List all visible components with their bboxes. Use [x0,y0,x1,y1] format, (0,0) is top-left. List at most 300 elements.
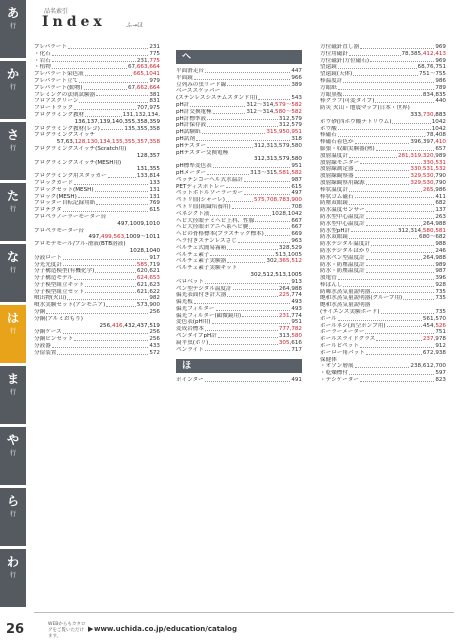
section-heading: ほ [176,359,302,373]
leader-dots [338,68,417,69]
leader-dots [387,326,422,327]
index-entry-pages: 246 [435,247,446,254]
index-entry-name: 放電管 [320,275,337,282]
leader-dots [207,126,278,127]
leader-dots [74,279,136,280]
index-column-3 [320,44,446,384]
kana-tab-label: ら [6,494,19,508]
index-entry-name: 平面滑走台 [176,68,204,74]
kana-tab-label: さ [6,128,19,142]
index-entry-name: pH計保存液 [176,122,207,129]
kana-tab-2[interactable] [0,122,26,181]
index-entry-pages-cont: 136,137,139,140,355,358,359 [74,118,160,125]
index-entry-name: 分子構造モデル [34,275,73,282]
leader-dots [205,350,291,351]
index-entry [320,343,446,350]
index-entry-pages: 543 [291,95,302,102]
leader-dots [360,381,434,382]
index-entry-pages: 137 [435,207,446,214]
leader-dots [338,279,435,280]
kana-tab-0[interactable] [0,0,26,59]
index-entry-pages: 312,314,580,581 [397,227,446,234]
index-entry-name: 変色表(pH用) [176,319,211,326]
index-entry-pages: 396 [435,275,446,282]
leader-dots [365,333,434,334]
index-entry [320,357,446,364]
index-entry-name: 変成岩標本 [176,326,204,333]
leader-dots [52,68,127,69]
footer-note: WEBからもカタログをご覧いただけます。 [48,622,86,639]
index-entry-name: ヘラ付きステンレスさじ [176,237,237,244]
leader-dots [355,177,410,178]
index-entry [34,228,160,235]
index-entry [320,200,446,207]
index-entry [176,292,302,299]
header-small-label: 品名索引 [44,8,69,15]
index-entry [34,302,160,309]
leader-dots [376,150,435,151]
index-entry-pages: 329,530,790 [410,173,446,180]
leader-dots [96,204,148,205]
highlighted-page: 412,413 [422,50,446,57]
index-entry-name: ヘビ大径眼ナミヘビ上科、性腺 [176,217,255,224]
index-entry [34,126,160,133]
highlighted-page: 265 [422,186,434,193]
index-entry [176,340,302,347]
leader-dots [249,228,290,229]
index-entry [176,377,302,384]
index-entry-name: 望遠鏡(天体) [320,71,353,78]
leader-dots [343,82,434,83]
index-entry-name: ペンタイプpH計 [176,333,217,340]
index-entry-pages: 1028,1042 [271,210,302,217]
index-entry [34,98,160,105]
index-entry-name: 棒磁石 [320,132,337,139]
index-entry-pages: 620,621 [136,268,160,275]
index-entry-name: 分液ロート [34,254,62,261]
index-entry [176,177,302,184]
highlighted-page: 330,531,532 [410,166,446,173]
highlighted-page: 305 [278,339,290,346]
kana-tab-3[interactable] [0,183,26,242]
index-entry-name: 防水型pH計 [320,227,351,234]
leader-dots [202,133,266,134]
index-entry-name: pH計交換電極 [176,108,212,115]
index-entry [34,85,160,92]
index-entry-name: プレパラート立て [34,77,79,84]
index-entry-pages: 231,774 [278,312,302,319]
index-entry [320,309,446,316]
index-entry [176,319,302,326]
index-entry [320,98,446,105]
leader-dots [63,333,149,334]
index-entry-pages: 381 [149,91,160,98]
index-entry [176,109,302,116]
index-entry [176,286,302,293]
index-entry [176,306,302,313]
index-entry-name: 分銅ケース [34,329,62,336]
index-entry [320,336,446,343]
kana-tab-label: や [6,433,19,447]
kana-tab-5[interactable] [0,305,26,364]
leader-dots [227,249,278,250]
index-entry [34,64,160,71]
index-entry-name: (ステンレスシステムスタンド用) [176,95,258,102]
highlighted-page: 775 [149,57,160,64]
index-entry-name: 棒状温度計 [320,186,348,193]
index-entry [176,279,302,286]
index-entry [176,150,302,157]
highlighted-page: 624,653 [136,275,160,282]
index-entry-pages: 264,988 [422,254,446,261]
index-entry-name: 防水型中心温度計 [320,220,365,227]
kana-tab-label: な [6,250,19,264]
kana-tab-gyo: 行 [9,267,16,274]
index-entry-pages-cont: 57,63,128,130,134,135,355,357,358 [56,139,160,146]
index-entry-pages [266,129,302,136]
leader-dots [349,204,434,205]
index-entry-name: 棒状ゴム磁石 [320,193,354,200]
leader-dots [338,89,435,90]
leader-dots [381,313,435,314]
leader-dots [57,354,148,355]
index-entry [34,44,160,51]
index-entry-name: 分銅ピンセット [34,336,74,343]
leader-dots [366,211,435,212]
index-entry-name: (サイエンス実験ボード) [320,309,380,316]
index-entry-name: フロアスクリーン [34,98,79,105]
index-entry-pages: 751〜755 [419,71,446,78]
leader-dots [210,255,274,256]
leader-dots [205,72,290,73]
index-entry-name: 分光光度計 [34,261,62,268]
index-entry-name: 分液器 [34,343,51,350]
index-entry-pages: 237,978 [422,336,446,343]
index-entry-name: ペッテンコーヘル式水温計 [176,176,243,183]
index-entry-pages: 313,580 [278,333,302,340]
leader-dots [227,85,290,86]
index-entry-pages: 1042 [431,125,446,132]
index-entry-pages: 78,408 [426,132,446,139]
leader-dots [210,215,270,216]
kana-tab-6[interactable] [0,366,26,425]
index-entry-pages: 573,900 [136,302,160,309]
index-entry-name: ヘビの骨格標本(プラスチック標本) [176,231,264,238]
kana-tab-gyo: 行 [9,572,16,579]
leader-dots [392,123,430,124]
leader-dots [355,197,435,198]
index-entry [176,170,302,177]
index-entry-pages: 265,986 [422,186,446,193]
highlighted-page: 526 [435,322,446,329]
leader-dots [355,170,410,171]
index-entry-pages: 615 [291,183,302,190]
index-entry [320,71,446,78]
leader-dots [207,147,253,148]
index-entry-pages: 312,313,579,580 [253,142,302,149]
leader-dots [244,194,290,195]
leader-dots [190,106,245,107]
index-entry-name: 方位用磁針 [320,50,348,57]
highlighted-page: 663,664 [136,64,160,71]
index-entry-name: 防水・防塵温度計 [320,261,365,268]
index-entry-pages: 491 [291,377,302,384]
leader-dots [79,102,148,103]
leader-dots [371,245,434,246]
index-entry-name: pHメーター [176,169,207,176]
leader-dots [371,252,434,253]
leader-dots [196,140,290,141]
index-entry-pages: 597 [435,370,446,377]
index-entry [320,92,446,99]
index-entry-name: 放射線モニター [320,159,360,166]
index-entry [320,187,446,194]
index-entry [34,255,160,262]
index-entry-pages: 411 [435,193,446,200]
index-entry [34,336,160,343]
index-entry-pages-cont: 497,1009,1010 [117,220,160,227]
index-entry [176,129,302,136]
index-entry-pages: 312〜314,579〜582 [246,101,302,108]
index-entry [320,58,446,65]
kana-tab-gyo: 行 [9,450,16,457]
index-entry [320,262,446,269]
leader-dots [218,337,278,338]
index-entry-name: ベルチェ素子 [176,251,210,258]
index-entry-pages-cont: 312,313,579,580 [253,156,302,163]
leader-dots [84,89,127,90]
leader-dots [213,113,246,114]
leader-dots [343,286,434,287]
index-entry [176,299,302,306]
index-entry [320,146,446,153]
highlighted-page: 225 [278,292,290,299]
index-entry-pages: 615 [149,207,160,214]
index-entry-pages: 131,132,134, [122,111,160,118]
index-entry-pages: 735 [435,295,446,302]
index-entry-name: ペン型デジタル温度計 [176,285,232,292]
index-entry [176,136,302,143]
index-column-1 [34,44,160,357]
index-entry-pages: 329,530,790 [410,179,446,186]
index-entry [34,71,160,78]
index-entry-name: ボール [320,315,337,322]
index-entry-name: 飽和水蒸気量説明器(グループ用) [320,295,403,302]
index-entry-name: プロテクタ [34,207,62,214]
index-entry [320,268,446,275]
index-entry [34,207,160,214]
index-entry [320,153,446,160]
index-entry [34,289,160,296]
leader-dots [265,235,290,236]
index-entry-pages: 131 [149,193,160,200]
index-entry-pages: 67,663,664 [127,64,160,71]
leader-dots [360,163,422,164]
index-entry [176,252,302,259]
index-entry-pages: 988 [435,241,446,248]
index-entry [176,197,302,204]
index-entry [34,160,160,167]
index-entry-pages: 982 [149,295,160,302]
index-entry [320,51,446,58]
kana-tab-9[interactable] [0,549,26,608]
index-entry-pages: 305,616 [278,339,302,346]
index-entry-pages: 133,814 [136,173,160,180]
index-entry-pages: 963 [291,237,302,244]
index-entry-name: ボールネジ(真空ポンプ用) [320,322,386,329]
index-entry [320,323,446,330]
kana-tab-label: た [6,189,19,203]
index-entry-pages: 572 [149,349,160,356]
index-entry-name: 方位磁針(方位磁石) [320,57,370,64]
index-entry-name: フロートラック [34,105,74,112]
leader-dots [205,381,291,382]
index-entry-pages: 493 [291,299,302,306]
index-entry-name: ペットボトルソーラーカー [176,190,244,197]
highlighted-page: 579〜582 [275,101,302,108]
highlighted-page: 410 [435,139,446,146]
index-entry-name: ベルチェ素子実験器 [176,258,227,265]
highlighted-page: 365,512 [278,258,302,265]
index-entry-pages: 682 [435,200,446,207]
index-entry-name: 分子模型組立セット [34,288,85,295]
leader-dots [258,99,290,100]
index-entry [320,85,446,92]
index-entry-name: ・デシケーター [320,377,359,384]
section-heading: へ [176,50,302,64]
index-entry [34,173,160,180]
leader-dots [366,184,410,185]
index-entry [34,180,160,187]
footer-divider [34,612,454,613]
index-entry-pages-cont: 256,416,432,437,519 [99,322,160,329]
index-entry-name: 望遠鏡 [320,64,337,71]
index-entry-pages: 831 [149,98,160,105]
index-entry [320,132,446,139]
highlighted-page: 575,708,783,900 [253,197,302,204]
kana-tab-label: か [6,67,19,81]
leader-dots [338,320,422,321]
leader-dots [349,157,397,158]
index-entry-name: プログラミングスイッチ(MESH用) [34,159,122,166]
kana-tab-4[interactable] [0,244,26,303]
index-entry-name: 偏光板 [176,299,193,306]
index-entry-name: プログラミングスイッチ(Scratch用) [34,145,127,152]
index-entry-name: ヘビ大径眼ポアニヘ系ヘビ腱 [176,224,249,231]
index-entry-pages: 281,319,320,989 [397,152,446,159]
index-entry-pages: 493 [291,305,302,312]
kana-tab-label: ま [6,372,19,386]
leader-dots [106,306,136,307]
highlighted-page: 330,531 [422,159,446,166]
leader-dots [207,119,278,120]
index-entry-pages: 396,397,410 [410,139,446,146]
leader-dots [95,272,136,273]
catalog-url-link[interactable]: www.uchida.co.jp/education/catalog [94,625,237,633]
index-entry [34,51,160,58]
index-entry-pages: 264,988 [422,220,446,227]
index-entry-name: ペトリ皿(組織培養用) [176,203,231,210]
leader-dots [78,197,149,198]
leader-dots [226,201,253,202]
leader-dots [403,299,434,300]
index-entry-pages: 928 [435,281,446,288]
index-entry-pages-cont: 1028,1040 [129,247,160,254]
leader-dots [226,187,290,188]
index-entry-name: ブロックカード [34,179,74,186]
highlighted-page: 499,563 [101,234,125,241]
leader-dots [216,310,291,311]
index-entry-pages: 823 [435,377,446,384]
index-entry-name: ペンライト [176,346,204,353]
index-entry [320,119,446,126]
index-entry-name: プレパラート染色液 [34,71,84,78]
leader-dots [366,265,435,266]
index-entry [34,350,160,357]
index-entry [34,105,160,112]
leader-dots [349,374,434,375]
leader-dots [52,55,149,56]
kana-tab-8[interactable] [0,488,26,547]
leader-dots [375,102,434,103]
index-entry-pages: 328,529 [278,244,302,251]
index-entry [320,160,446,167]
index-entry [320,126,446,133]
index-entry [176,238,302,245]
index-entry-name: pHテスター [176,142,206,149]
highlighted-page: 580〜582 [275,108,302,115]
index-entry [320,241,446,248]
index-entry-name: 偏光フィルター(顕微鏡用) [176,312,242,319]
index-entry-pages: 707,975 [136,105,160,112]
highlighted-page: 777,782 [278,326,302,333]
leader-dots [353,75,418,76]
leader-dots [95,191,149,192]
index-entry [320,180,446,187]
leader-dots [376,340,422,341]
index-entry-pages: 621,623 [136,281,160,288]
kana-tab-1[interactable] [0,61,26,120]
index-entry [176,347,302,354]
leader-dots [68,48,148,49]
index-entry-name: ブロッター自転記録用紙 [34,200,96,207]
highlighted-page: 581,582 [278,169,302,176]
leader-dots [85,292,136,293]
leader-dots [244,181,290,182]
index-entry [320,302,446,309]
header-range-label: ふ→ほ [126,22,144,29]
index-entry-name: プログラミング用スタッカー [34,173,107,180]
leader-dots [238,242,290,243]
index-entry [34,146,160,153]
index-entry [34,194,160,201]
kana-tab-7[interactable] [0,427,26,486]
index-entry-name: 飽和水蒸気量説明器 [320,302,371,309]
leader-dots [338,136,426,137]
index-entry-pages: 513,1005 [275,251,302,258]
index-entry-pages: 312,579 [278,122,302,129]
page-footer [0,614,462,644]
leader-dots [366,354,422,355]
index-entry-pages: 256 [149,336,160,343]
index-entry-name: ブロック(MESH) [34,193,77,200]
index-entry [34,214,160,221]
index-entry-name: 保健体 [320,356,337,363]
kana-tab-gyo: 行 [9,84,16,91]
index-entry [34,309,160,316]
index-entry [176,102,302,109]
leader-dots [360,347,434,348]
